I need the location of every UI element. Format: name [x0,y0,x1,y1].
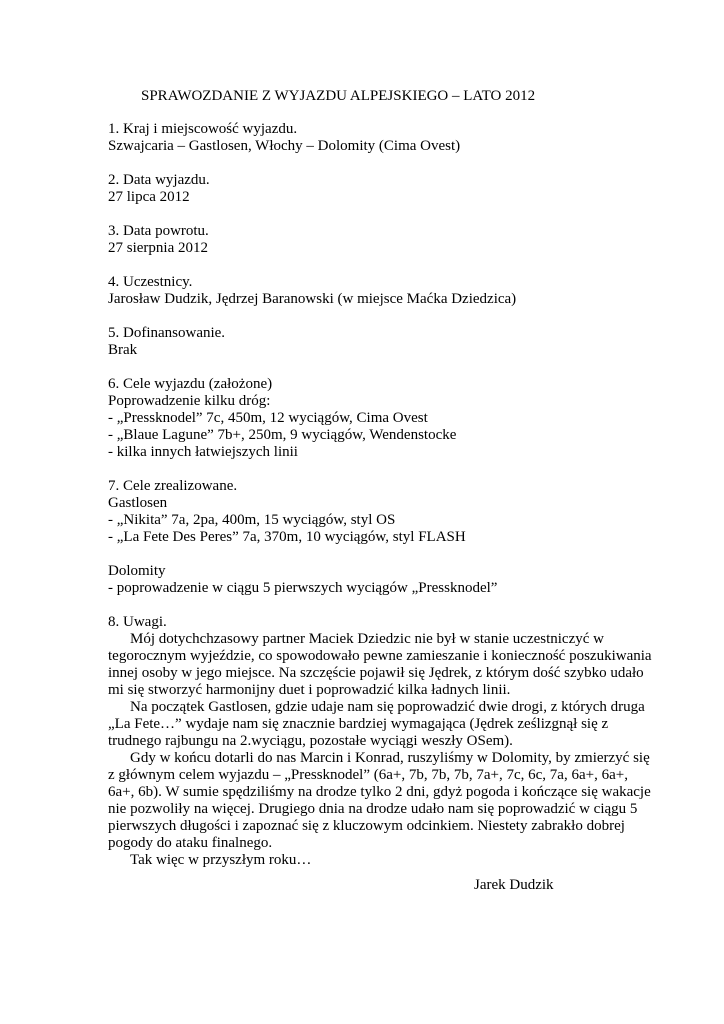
section-line: 27 lipca 2012 [108,189,190,205]
paragraph-line: mi się stworzyć harmonijny duet i poprowadzić kilka ładnych linii. [108,682,511,698]
section-heading: 2. Data wyjazdu. [108,172,210,188]
section-6 [108,376,628,461]
paragraph-line: 6a+, 6b). W sumie spędziliśmy na drodze tylko 2 dni, gdyż pogoda i kończące się wakacje [108,784,651,800]
section-line: - „Blaue Lagune” 7b+, 250m, 9 wyciągów, Wendenstocke [108,427,457,443]
section-heading: 5. Dofinansowanie. [108,325,226,341]
paragraph-line: „La Fete…” wydaje nam się znacznie bardziej wymagająca (Jędrek ześlizgnął się z [108,716,609,732]
paragraph-line: tegorocznym wyjeździe, co spowodowało pewne zamieszanie i konieczność poszukiwania [108,648,652,664]
paragraph-line: pierwszych długości i zapoznać się z kluczowym odcinkiem. Niestety zabrakło dobrej [108,818,625,834]
section-heading: 1. Kraj i miejscowość wyjazdu. [108,121,298,137]
section-line: Szwajcaria – Gastlosen, Włochy – Dolomity (Cima Ovest) [108,138,461,154]
section-heading: 7. Cele zrealizowane. [108,478,238,494]
notes-paragraph [108,631,652,699]
section-line: - kilka innych łatwiejszych linii [108,444,298,460]
paragraph-line: Mój dotychchzasowy partner Maciek Dziedzic nie był w stanie uczestniczyć w [130,631,604,647]
paragraph-line: nie pozwoliły na więcej. Drugiego dnia na drodze udało nam się poprowadzić w ciągu 5 [108,801,638,817]
section-line: Poprowadzenie kilku dróg: [108,393,271,409]
section-heading: 8. Uwagi. [108,614,167,630]
paragraph-line: Na początek Gastlosen, gdzie udaje nam się poprowadzić dwie drogi, z których druga [130,699,645,715]
paragraph-line: z głównym celem wyjazdu – „Pressknodel” (6a+, 7b, 7b, 7b, 7a+, 7c, 6c, 7a, 6a+, 6a+, [108,767,628,783]
section-1 [108,121,628,155]
section-line: Gastlosen [108,495,168,511]
notes-paragraph [108,699,645,750]
paragraph-line: pogody do ataku finalnego. [108,835,273,851]
section-5 [108,325,628,359]
section-3 [108,223,628,257]
signature: Jarek Dudzik [474,877,554,893]
section-notes [108,614,652,869]
section-line: Jarosław Dudzik, Jędrzej Baranowski (w miejsce Maćka Dziedzica) [108,291,517,307]
section-line: - „Pressknodel” 7c, 450m, 12 wyciągów, Cima Ovest [108,410,428,426]
notes-paragraph [108,852,628,869]
notes-paragraph [108,750,651,852]
section-line: Dolomity [108,563,166,579]
paragraph-line: innej osoby w jego miejsce. Na szczęście pojawił się Jędrek, z którym dość szybko udało [108,665,644,681]
section-heading: 4. Uczestnicy. [108,274,193,290]
section-line: - „La Fete Des Peres” 7a, 370m, 10 wyciągów, styl FLASH [108,529,466,545]
section-7 [108,478,628,597]
paragraph-line: trudnego rajbungu na 2.wyciągu, pozostałe wyciągi weszły OSem). [108,733,513,749]
section-line: - „Nikita” 7a, 2pa, 400m, 15 wyciągów, styl OS [108,512,396,528]
section-line: 27 sierpnia 2012 [108,240,208,256]
section-4 [108,274,628,308]
section-heading: 6. Cele wyjazdu (założone) [108,376,273,392]
paragraph-line: Tak więc w przyszłym roku… [130,852,312,868]
section-heading: 3. Data powrotu. [108,223,209,239]
paragraph-line: Gdy w końcu dotarli do nas Marcin i Konrad, ruszyliśmy w Dolomity, by zmierzyć się [130,750,650,766]
document-body [108,121,652,883]
section-line: Brak [108,342,138,358]
document-title: SPRAWOZDANIE Z WYJAZDU ALPEJSKIEGO – LATO 2012 [141,88,536,104]
section-2 [108,172,628,206]
section-line: - poprowadzenie w ciągu 5 pierwszych wyciągów „Pressknodel” [108,580,498,596]
blank-line [108,546,628,563]
